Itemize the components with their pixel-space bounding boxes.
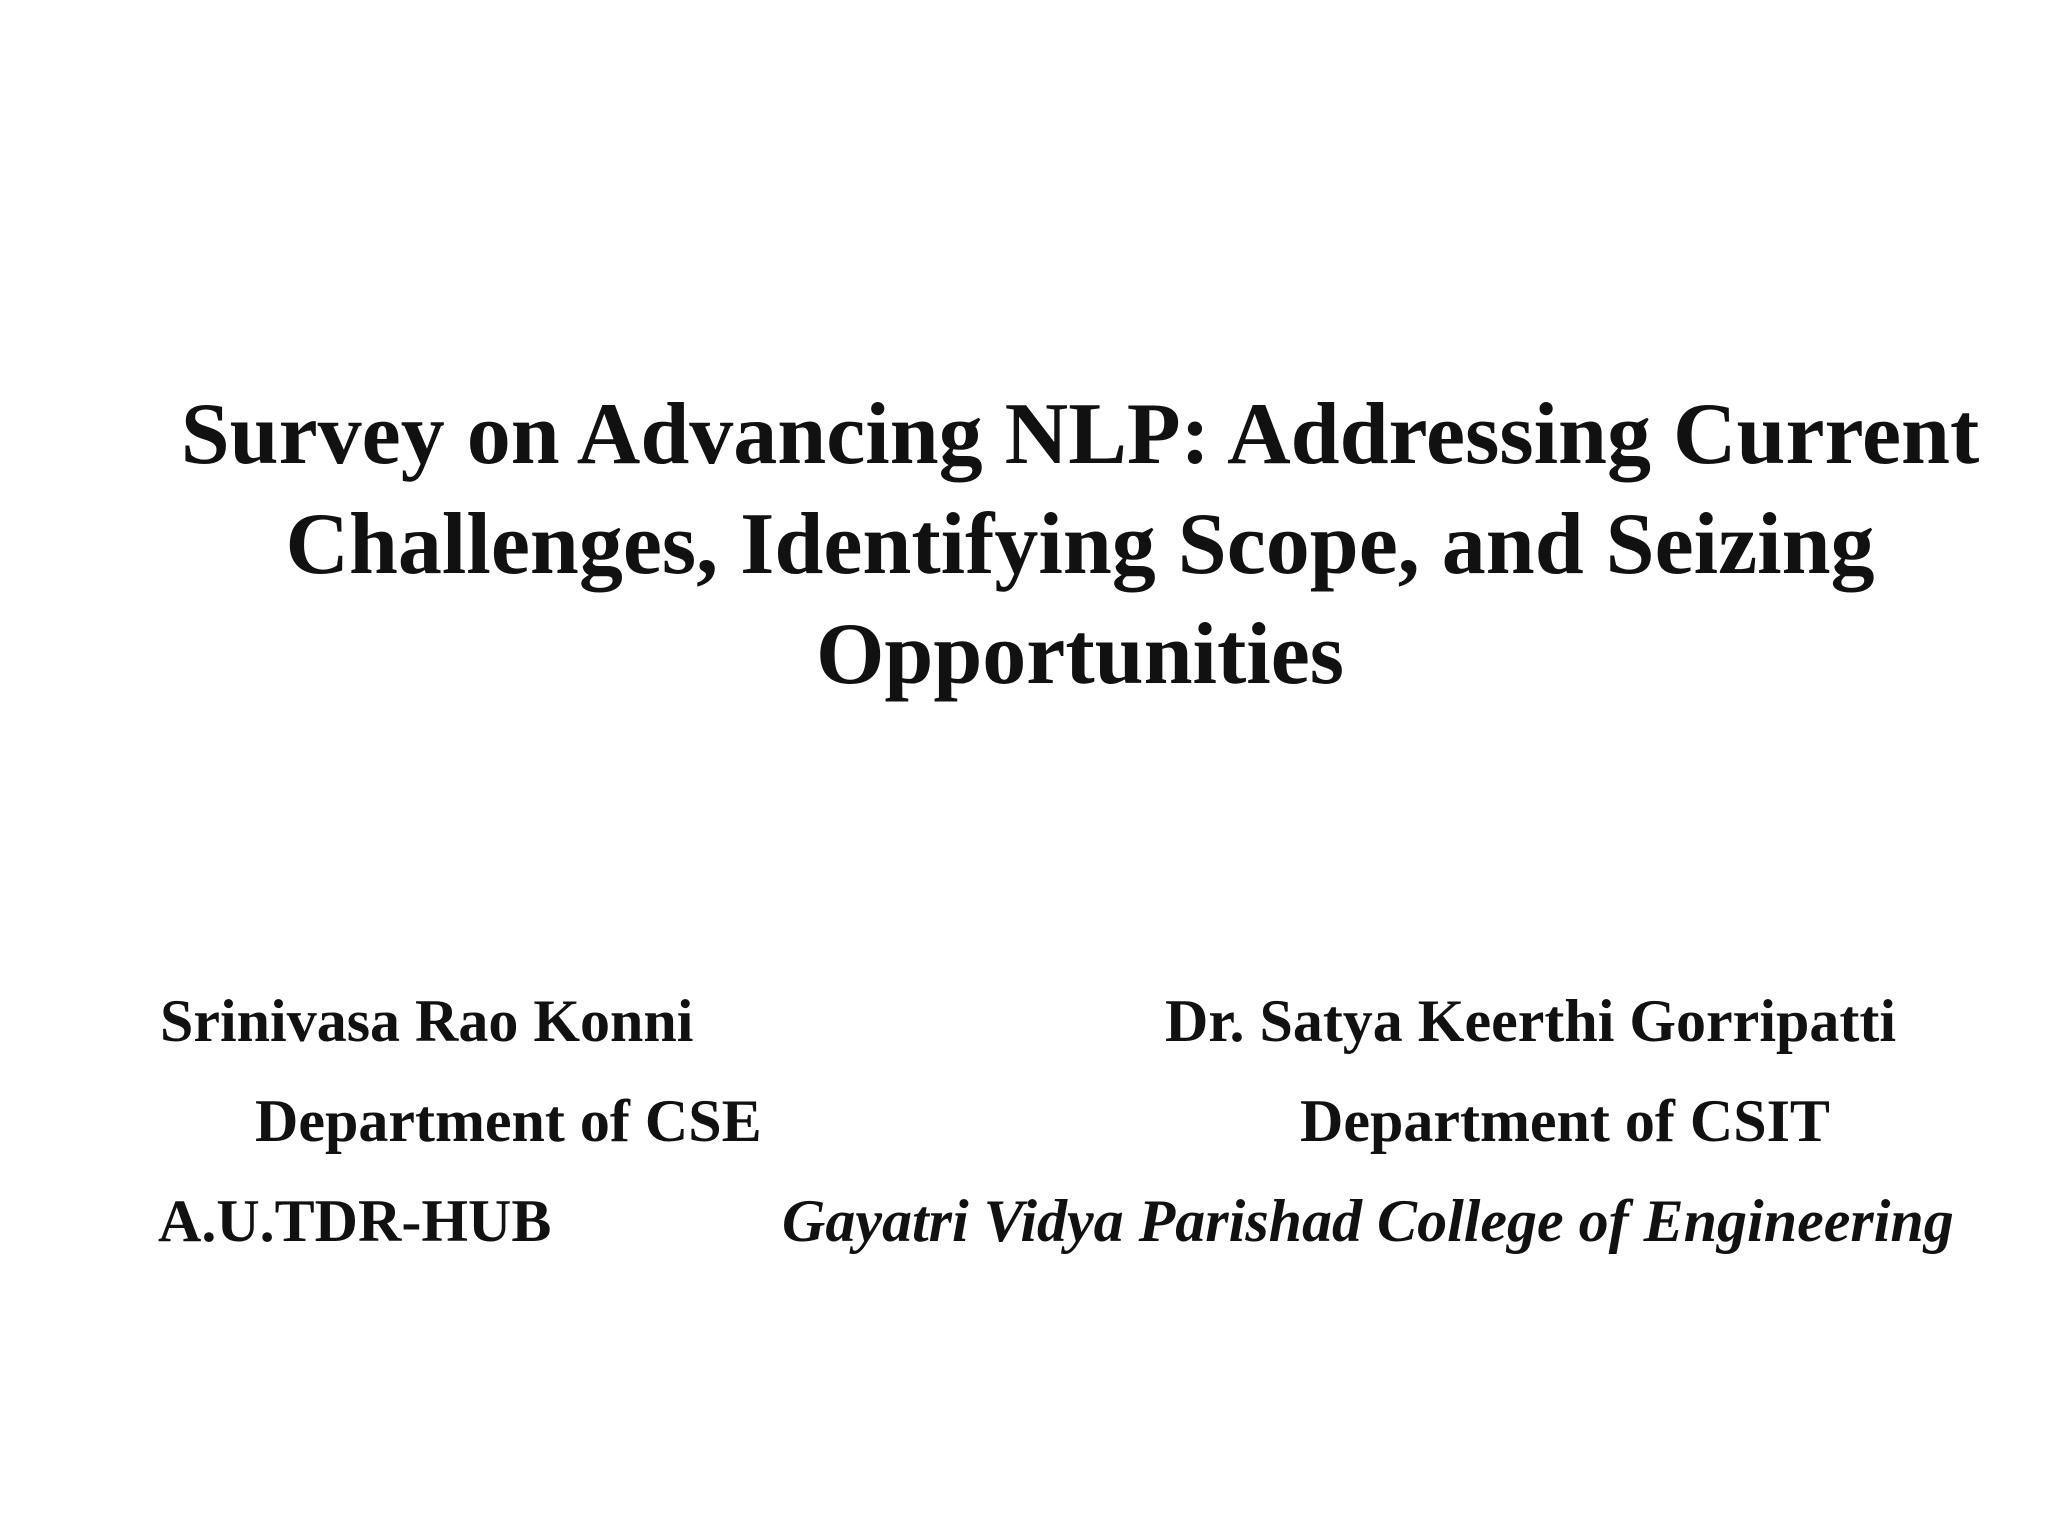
title-line-2: Challenges, Identifying Scope, and Seizing xyxy=(285,496,1875,593)
title-line-1: Survey on Advancing NLP: Addressing Current xyxy=(180,386,1980,483)
right-author-name: Dr. Satya Keerthi Gorripatti xyxy=(1165,988,1896,1054)
title-line-3: Opportunities xyxy=(815,606,1345,703)
right-author-department: Department of CSIT xyxy=(1300,1088,1830,1154)
left-author-affiliation: A.U.TDR-HUB xyxy=(158,1188,552,1254)
left-author-department: Department of CSE xyxy=(255,1088,762,1154)
right-author-affiliation: Gayatri Vidya Parishad College of Engineering xyxy=(782,1188,1954,1254)
slide-title xyxy=(140,380,2020,710)
left-author-name: Srinivasa Rao Konni xyxy=(160,988,694,1054)
